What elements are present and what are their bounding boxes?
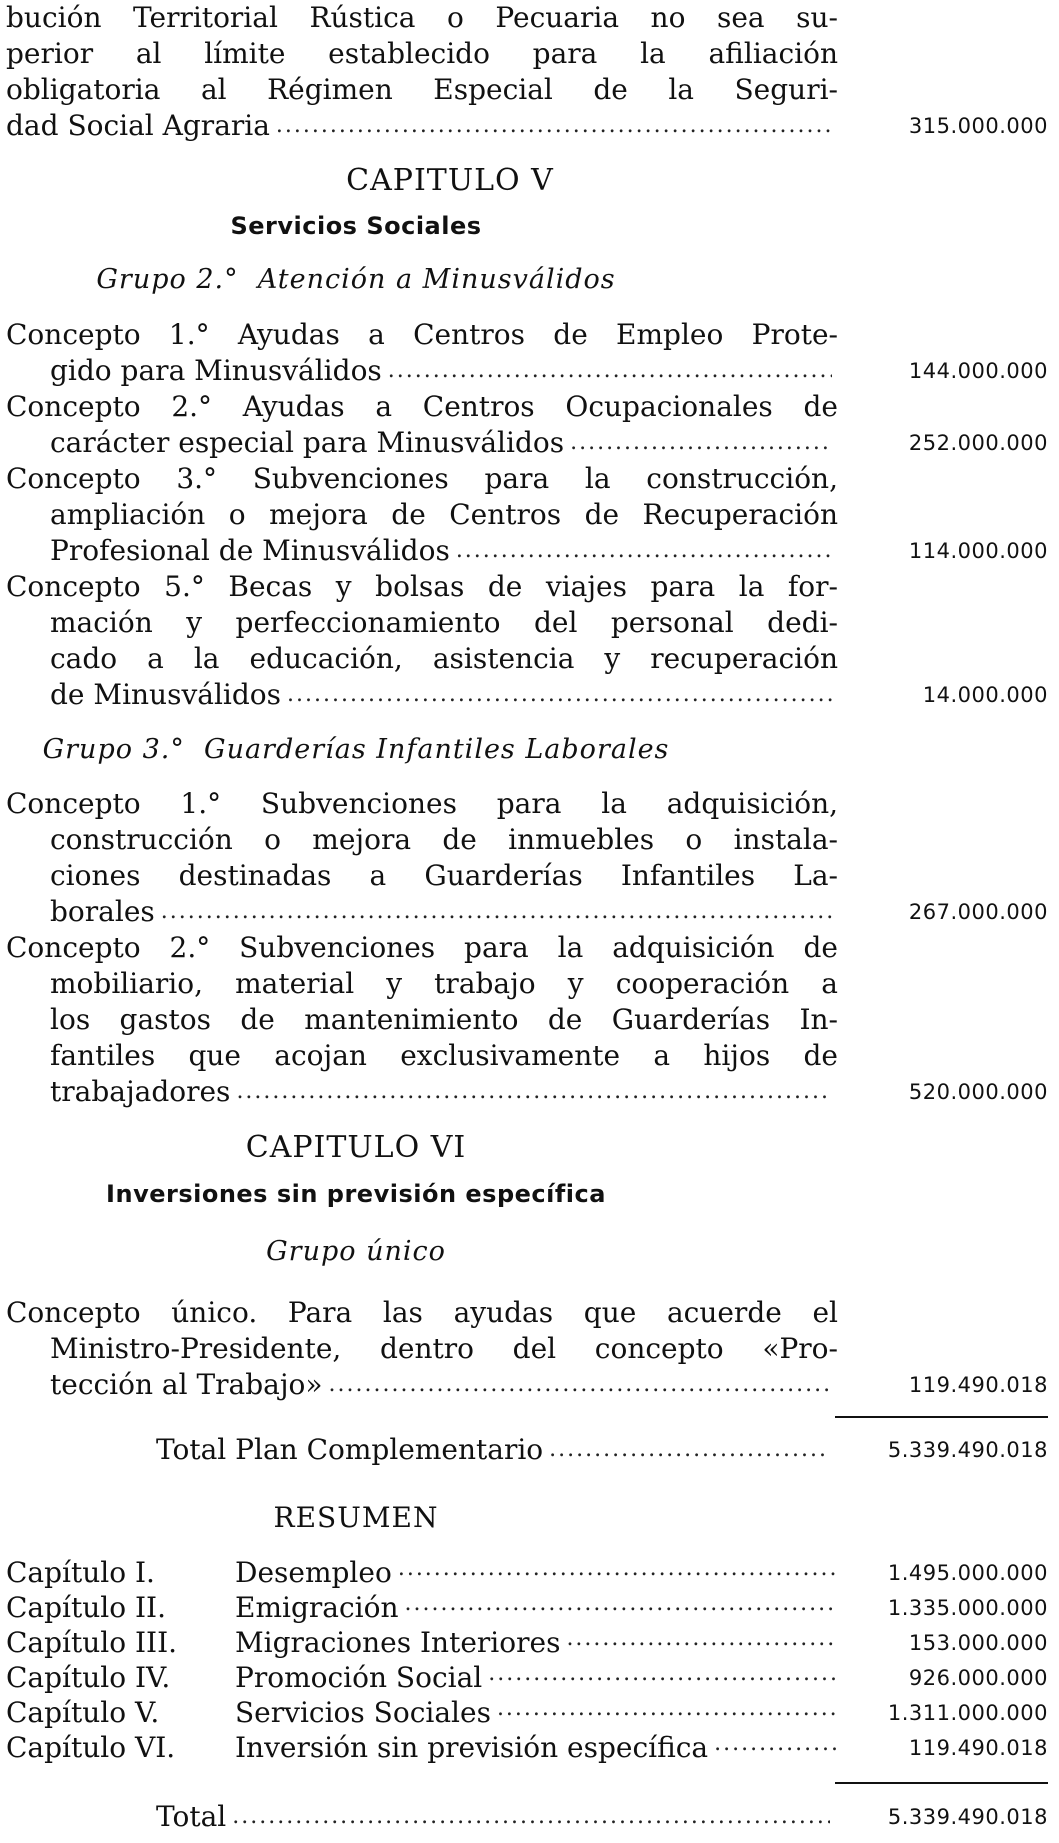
- concepto-block: [6, 461, 838, 569]
- total-plan-amount: 5.339.490.018: [887, 1438, 1048, 1462]
- dot-leader: [232, 1800, 830, 1834]
- concepto-block: [6, 786, 838, 930]
- resumen-name: Servicios Sociales: [235, 1696, 491, 1729]
- sum-rule: [835, 1416, 1048, 1418]
- intro-paragraph: [6, 0, 838, 144]
- concepto-line: Profesional de Minusválidos: [50, 534, 450, 567]
- sum-rule: [835, 1782, 1048, 1784]
- concepto-line: ciones destinadas a Guarderías Infantiles La-: [50, 859, 838, 892]
- chapter-6-subtitle: Inversiones sin previsión específica: [106, 1180, 606, 1208]
- grupo-2-heading: [0, 264, 712, 295]
- dot-leader: [404, 1591, 836, 1624]
- concepto-line: Ministro-Presidente, dentro del concepto «Pro-: [50, 1332, 838, 1365]
- resumen-name: Desempleo: [235, 1556, 392, 1589]
- concepto-line: fantiles que acojan exclusivamente a hijos de: [50, 1039, 838, 1072]
- resumen-row: [6, 1626, 1048, 1660]
- intro-amount: 315.000.000: [908, 114, 1048, 138]
- resumen-name: Migraciones Interiores: [235, 1626, 561, 1659]
- concepto-line: Concepto 5.° Becas y bolsas de viajes para la for-: [6, 570, 838, 603]
- concepto-amount: 144.000.000: [908, 359, 1048, 383]
- resumen-amount: 153.000.000: [908, 1631, 1048, 1655]
- dot-leader: [236, 1074, 832, 1110]
- concepto-block: [6, 569, 838, 713]
- dot-leader: [456, 533, 832, 569]
- dot-leader: [398, 1556, 836, 1589]
- concepto-block: [6, 930, 838, 1110]
- concepto-amount: 114.000.000: [908, 539, 1048, 563]
- intro-line: obligatoria al Régimen Especial de la Seguri-: [6, 73, 838, 106]
- concepto-block: [6, 389, 838, 461]
- dot-leader: [161, 894, 832, 930]
- concepto-amount: 119.490.018: [908, 1373, 1048, 1397]
- chapter-5-title: CAPITULO V: [346, 163, 554, 198]
- concepto-line: Concepto 2.° Subvenciones para la adquisición de: [6, 931, 838, 964]
- concepto-line: ampliación o mejora de Centros de Recuperación: [50, 498, 838, 531]
- resumen-chapter: Capítulo III.: [6, 1626, 178, 1659]
- dot-leader: [549, 1433, 830, 1467]
- resumen-chapter: Capítulo V.: [6, 1696, 160, 1729]
- concepto-line: gido para Minusválidos: [50, 354, 382, 387]
- grupo-2-label: Grupo 2.°: [96, 264, 239, 295]
- concepto-line: Concepto 3.° Subvenciones para la construcción,: [6, 462, 838, 495]
- resumen-amount: 926.000.000: [908, 1666, 1048, 1690]
- concepto-line: de Minusválidos: [50, 678, 282, 711]
- dot-leader: [388, 353, 832, 389]
- concepto-block: [6, 317, 838, 389]
- resumen-chapter: Capítulo IV.: [6, 1661, 171, 1694]
- dot-leader: [329, 1367, 832, 1403]
- resumen-amount: 1.335.000.000: [887, 1596, 1048, 1620]
- resumen-chapter: Capítulo I.: [6, 1556, 155, 1589]
- resumen-row: [6, 1556, 1048, 1590]
- dot-leader: [566, 1626, 836, 1659]
- chapter-6-title: CAPITULO VI: [245, 1130, 467, 1165]
- dot-leader: [497, 1696, 836, 1729]
- grupo-3-label: Grupo 3.°: [42, 734, 185, 765]
- concepto-line: Concepto único. Para las ayudas que acuerde el: [6, 1296, 838, 1329]
- resumen-row: [6, 1591, 1048, 1625]
- concepto-line: Concepto 1.° Subvenciones para la adquisición,: [6, 787, 838, 820]
- concepto-line: construcción o mejora de inmuebles o instala-: [50, 823, 838, 856]
- resumen-total-amount: 5.339.490.018: [887, 1805, 1048, 1829]
- resumen-name: Promoción Social: [235, 1661, 483, 1694]
- concepto-line: cado a la educación, asistencia y recuperación: [50, 642, 838, 675]
- concepto-line: tección al Trabajo»: [50, 1368, 323, 1401]
- dot-leader: [570, 425, 832, 461]
- resumen-total-label: Total: [156, 1800, 227, 1833]
- intro-line: perior al límite establecido para la afiliación: [6, 37, 838, 70]
- resumen-chapter: Capítulo VI.: [6, 1731, 176, 1764]
- concepto-line: Concepto 2.° Ayudas a Centros Ocupacionales de: [6, 390, 838, 423]
- dot-leader: [488, 1661, 836, 1694]
- concepto-line: carácter especial para Minusválidos: [50, 426, 565, 459]
- resumen-row: [6, 1661, 1048, 1695]
- grupo-unico-heading: Grupo único: [266, 1236, 446, 1267]
- grupo-3-name: Guarderías Infantiles Laborales: [204, 734, 670, 765]
- concepto-amount: 252.000.000: [908, 431, 1048, 455]
- grupo-2-name: Atención a Minusválidos: [257, 264, 616, 295]
- concepto-line: Concepto 1.° Ayudas a Centros de Empleo Prote-: [6, 318, 838, 351]
- concepto-line: trabajadores: [50, 1075, 231, 1108]
- resumen-name: Inversión sin previsión específica: [235, 1731, 709, 1764]
- chapter-5-subtitle: Servicios Sociales: [230, 212, 482, 240]
- resumen-row: [6, 1696, 1048, 1730]
- resumen-chapter: Capítulo II.: [6, 1591, 167, 1624]
- resumen-row: [6, 1731, 1048, 1765]
- intro-line: dad Social Agraria: [6, 109, 270, 142]
- concepto-amount: 267.000.000: [908, 900, 1048, 924]
- concepto-amount: 14.000.000: [922, 683, 1048, 707]
- concepto-line: mobiliario, material y trabajo y cooperación a: [50, 967, 838, 1000]
- concepto-amount: 520.000.000: [908, 1080, 1048, 1104]
- concepto-line: borales: [50, 895, 155, 928]
- resumen-amount: 1.311.000.000: [887, 1701, 1048, 1725]
- resumen-total-row: [156, 1800, 836, 1834]
- dot-leader: [276, 108, 832, 144]
- grupo-3-heading: [0, 734, 712, 765]
- total-plan-label: Total Plan Complementario: [156, 1433, 544, 1466]
- concepto-block: [6, 1295, 838, 1403]
- resumen-amount: 1.495.000.000: [887, 1561, 1048, 1585]
- dot-leader: [714, 1731, 836, 1764]
- concepto-line: los gastos de mantenimiento de Guarderías In-: [50, 1003, 838, 1036]
- resumen-name: Emigración: [235, 1591, 399, 1624]
- resumen-title: RESUMEN: [273, 1501, 439, 1534]
- intro-line: bución Territorial Rústica o Pecuaria no sea su-: [6, 1, 838, 34]
- dot-leader: [287, 677, 832, 713]
- concepto-line: mación y perfeccionamiento del personal dedi-: [50, 606, 838, 639]
- resumen-amount: 119.490.018: [908, 1736, 1048, 1760]
- total-plan-row: [156, 1433, 836, 1467]
